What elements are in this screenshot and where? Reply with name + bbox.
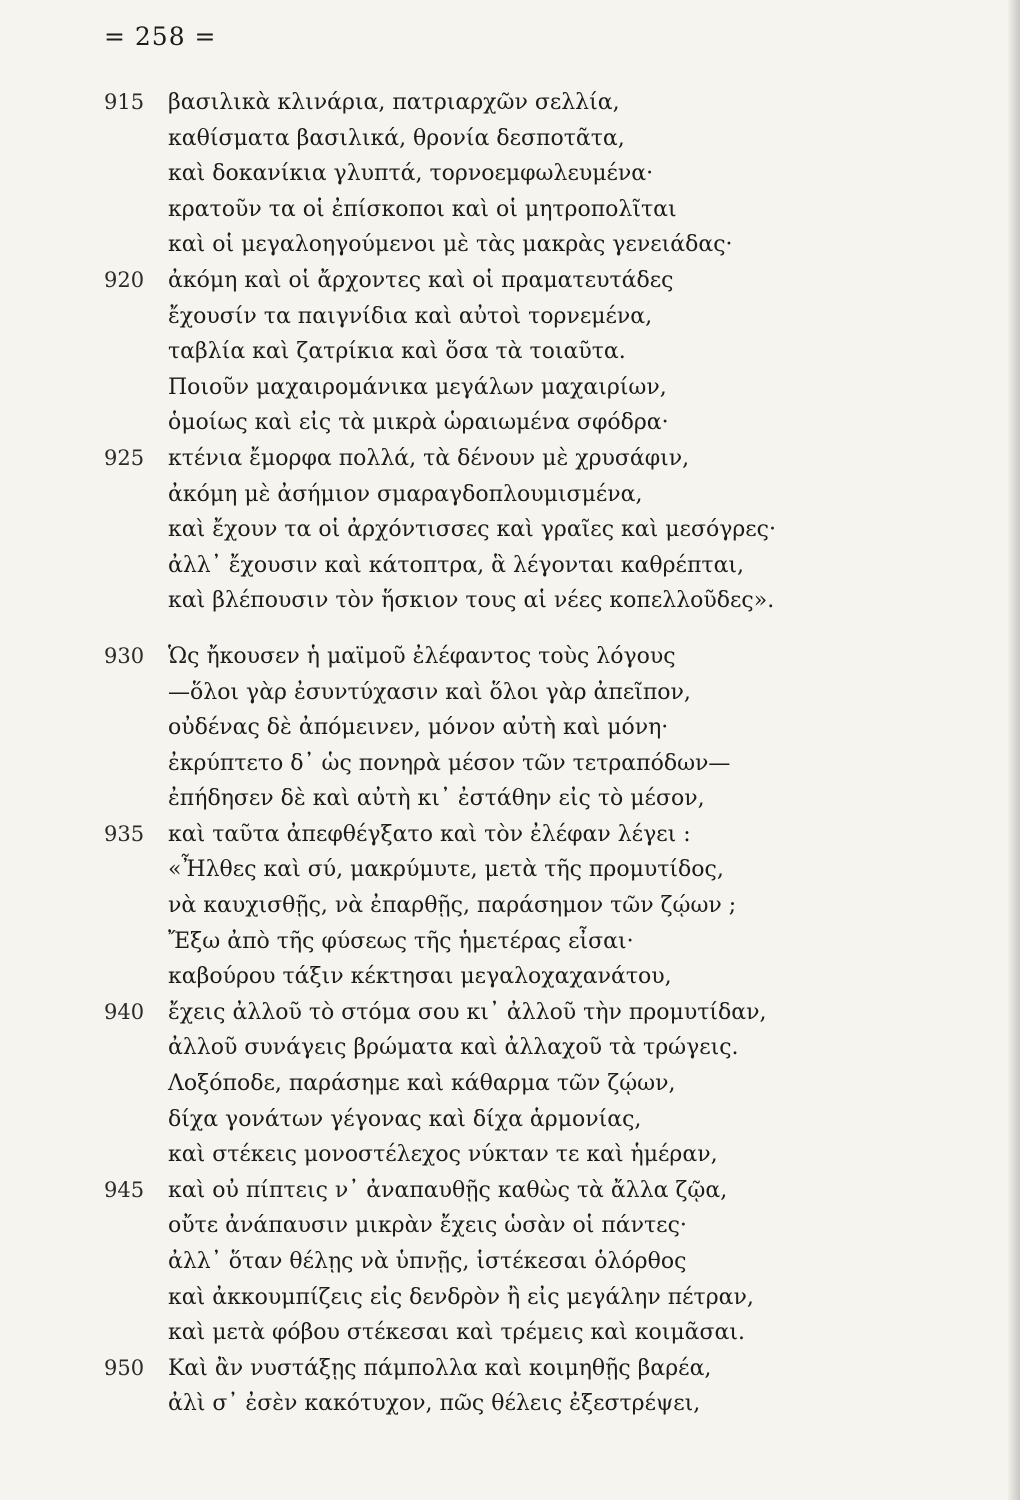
- line-number: 920: [104, 267, 145, 292]
- verse-text: δίχα γονάτων γέγονας καὶ δίχα ἁρμονίας,: [168, 1106, 642, 1132]
- verse-text: κρατοῦν τα οἱ ἐπίσκοποι καὶ οἱ μητροπολῖται: [168, 196, 677, 222]
- verse-text: ἀκόμη μὲ ἀσήμιον σμαραγδοπλουμισμένα,: [168, 481, 643, 507]
- verse-text: καὶ ἔχουν τα οἱ ἀρχόντισσες καὶ γραῖες καὶ μεσόγρες·: [168, 517, 776, 543]
- verse-text: Λοξόποδε, παράσημε καὶ κάθαρμα τῶν ζῴων,: [168, 1071, 676, 1097]
- poem-text: [0, 85, 1008, 1422]
- verse-line: [0, 959, 1008, 995]
- verse-text: καθίσματα βασιλικά, θρονία δεσποτᾶτα,: [168, 125, 625, 151]
- verse-text: Ποιοῦν μαχαιρομάνικα μεγάλων μαχαιρίων,: [168, 374, 667, 400]
- page-number: = 258 =: [104, 22, 217, 51]
- verse-text: καὶ ταῦτα ἀπεφθέγξατο καὶ τὸν ἐλέφαν λέγει :: [168, 821, 691, 847]
- verse-line: [0, 263, 1008, 299]
- verse-line: [0, 156, 1008, 192]
- verse-text: οὐδένας δὲ ἀπόμεινεν, μόνον αὐτὴ καὶ μόνη·: [168, 715, 669, 741]
- line-number: 915: [104, 90, 145, 114]
- verse-text: ἀκόμη καὶ οἱ ἄρχοντες καὶ οἱ πραματευτάδες: [168, 267, 674, 293]
- verse-text: ἐπήδησεν δὲ καὶ αὐτὴ κι᾽ ἐστάθην εἰς τὸ μέσον,: [168, 786, 705, 812]
- verse-text: ὁμοίως καὶ εἰς τὰ μικρὰ ὡραιωμένα σφόδρα·: [168, 410, 669, 436]
- verse-line: [0, 334, 1008, 370]
- verse-line: [0, 548, 1008, 584]
- verse-text: καὶ στέκεις μονοστέλεχος νύκταν τε καὶ ἡμέραν,: [168, 1142, 718, 1168]
- verse-line: [0, 370, 1008, 406]
- verse-text: Ὡς ἤκουσεν ἡ μαϊμοῦ ἐλέφαντος τοὺς λόγους: [168, 643, 676, 669]
- line-number: 950: [104, 1355, 145, 1380]
- verse-line: [0, 852, 1008, 888]
- verse-text: καὶ βλέπουσιν τὸν ἥσκιον τους αἱ νέες κοπελλοῦδες».: [168, 588, 775, 614]
- verse-text: οὔτε ἀνάπαυσιν μικρὰν ἔχεις ὡσὰν οἱ πάντες·: [168, 1213, 687, 1239]
- verse-line: [0, 675, 1008, 711]
- page-edge: [1008, 0, 1020, 1500]
- verse-line: [0, 1066, 1008, 1102]
- verse-line: [0, 1386, 1008, 1422]
- verse-line: [0, 1244, 1008, 1280]
- verse-line: [0, 888, 1008, 924]
- line-number: 935: [104, 821, 145, 846]
- verse-text: ταβλία καὶ ζατρίκια καὶ ὅσα τὰ τοιαῦτα.: [168, 339, 626, 365]
- verse-line: [0, 710, 1008, 746]
- verse-line: [0, 746, 1008, 782]
- verse-text: καὶ οὐ πίπτεις ν᾽ ἀναπαυθῇς καθὼς τὰ ἄλλα ζῷα,: [168, 1177, 728, 1203]
- verse-line: [0, 1208, 1008, 1244]
- verse-line: [0, 995, 1008, 1031]
- line-number: 925: [104, 445, 145, 470]
- verse-text: ἀλλοῦ συνάγεις βρώματα καὶ ἀλλαχοῦ τὰ τρώγεις.: [168, 1035, 739, 1061]
- verse-line: [0, 477, 1008, 513]
- verse-line: [0, 299, 1008, 335]
- verse-line: [0, 1102, 1008, 1138]
- verse-line: [0, 817, 1008, 853]
- verse-line: [0, 1030, 1008, 1066]
- verse-line: [0, 1280, 1008, 1316]
- verse-text: «Ἦλθες καὶ σύ, μακρύμυτε, μετὰ τῆς προμυτίδος,: [168, 857, 724, 883]
- line-number: 940: [104, 999, 145, 1024]
- verse-text: —ὅλοι γὰρ ἐσυντύχασιν καὶ ὅλοι γὰρ ἀπεῖπον,: [168, 679, 691, 705]
- verse-text: ἐκρύπτετο δ᾽ ὡς πονηρὰ μέσον τῶν τετραπόδων—: [168, 750, 731, 776]
- verse-text: καὶ μετὰ φόβου στέκεσαι καὶ τρέμεις καὶ κοιμᾶσαι.: [168, 1320, 746, 1346]
- verse-line: [0, 121, 1008, 157]
- verse-line: [0, 512, 1008, 548]
- verse-text: Καὶ ἂν νυστάξῃς πάμπολλα καὶ κοιμηθῇς βαρέα,: [168, 1355, 712, 1381]
- verse-line: [0, 781, 1008, 817]
- verse-line: [0, 1137, 1008, 1173]
- verse-line: [0, 1315, 1008, 1351]
- verse-text: καὶ οἱ μεγαλοηγούμενοι μὲ τὰς μακρὰς γενειάδας·: [168, 232, 733, 258]
- verse-line: [0, 583, 1008, 619]
- verse-line: [0, 1173, 1008, 1209]
- line-number: 945: [104, 1177, 145, 1202]
- verse-line: [0, 227, 1008, 263]
- verse-text: ἀλλ᾽ ὅταν θέλῃς νὰ ὑπνῇς, ἱστέκεσαι ὁλόρθος: [168, 1249, 687, 1274]
- verse-text: νὰ καυχισθῇς, νὰ ἐπαρθῇς, παράσημον τῶν ζῴων ;: [168, 893, 737, 919]
- verse-text: ἔχουσίν τα παιγνίδια καὶ αὐτοὶ τορνεμένα,: [168, 303, 653, 329]
- verse-text: ἔχεις ἀλλοῦ τὸ στόμα σου κι᾽ ἀλλοῦ τὴν προμυτίδαν,: [168, 999, 767, 1025]
- verse-text: κτένια ἔμορφα πολλά, τὰ δένουν μὲ χρυσάφιν,: [168, 445, 690, 471]
- verse-line: [0, 639, 1008, 675]
- verse-line: [0, 405, 1008, 441]
- verse-line: [0, 441, 1008, 477]
- verse-line: [0, 192, 1008, 228]
- verse-text: ἀλλ᾽ ἔχουσιν καὶ κάτοπτρα, ἃ λέγονται καθρέπται,: [168, 552, 745, 578]
- verse-text: καὶ ἀκκουμπίζεις εἰς δενδρὸν ἢ εἰς μεγάλην πέτραν,: [168, 1284, 754, 1310]
- verse-text: καὶ δοκανίκια γλυπτά, τορνοεμφωλευμένα·: [168, 161, 654, 187]
- verse-line: [0, 924, 1008, 960]
- verse-line: [0, 85, 1008, 121]
- line-number: 930: [104, 643, 145, 668]
- verse-line: [0, 1351, 1008, 1387]
- verse-text: ἀλὶ σ᾽ ἐσὲν κακότυχον, πῶς θέλεις ἐξεστρέψει,: [168, 1391, 701, 1417]
- verse-text: καβούρου τάξιν κέκτησαι μεγαλοχαχανάτου,: [168, 964, 672, 990]
- verse-text: Ἔξω ἀπὸ τῆς φύσεως τῆς ἡμετέρας εἶσαι·: [168, 928, 634, 954]
- verse-text: βασιλικὰ κλινάρια, πατριαρχῶν σελλία,: [168, 90, 620, 115]
